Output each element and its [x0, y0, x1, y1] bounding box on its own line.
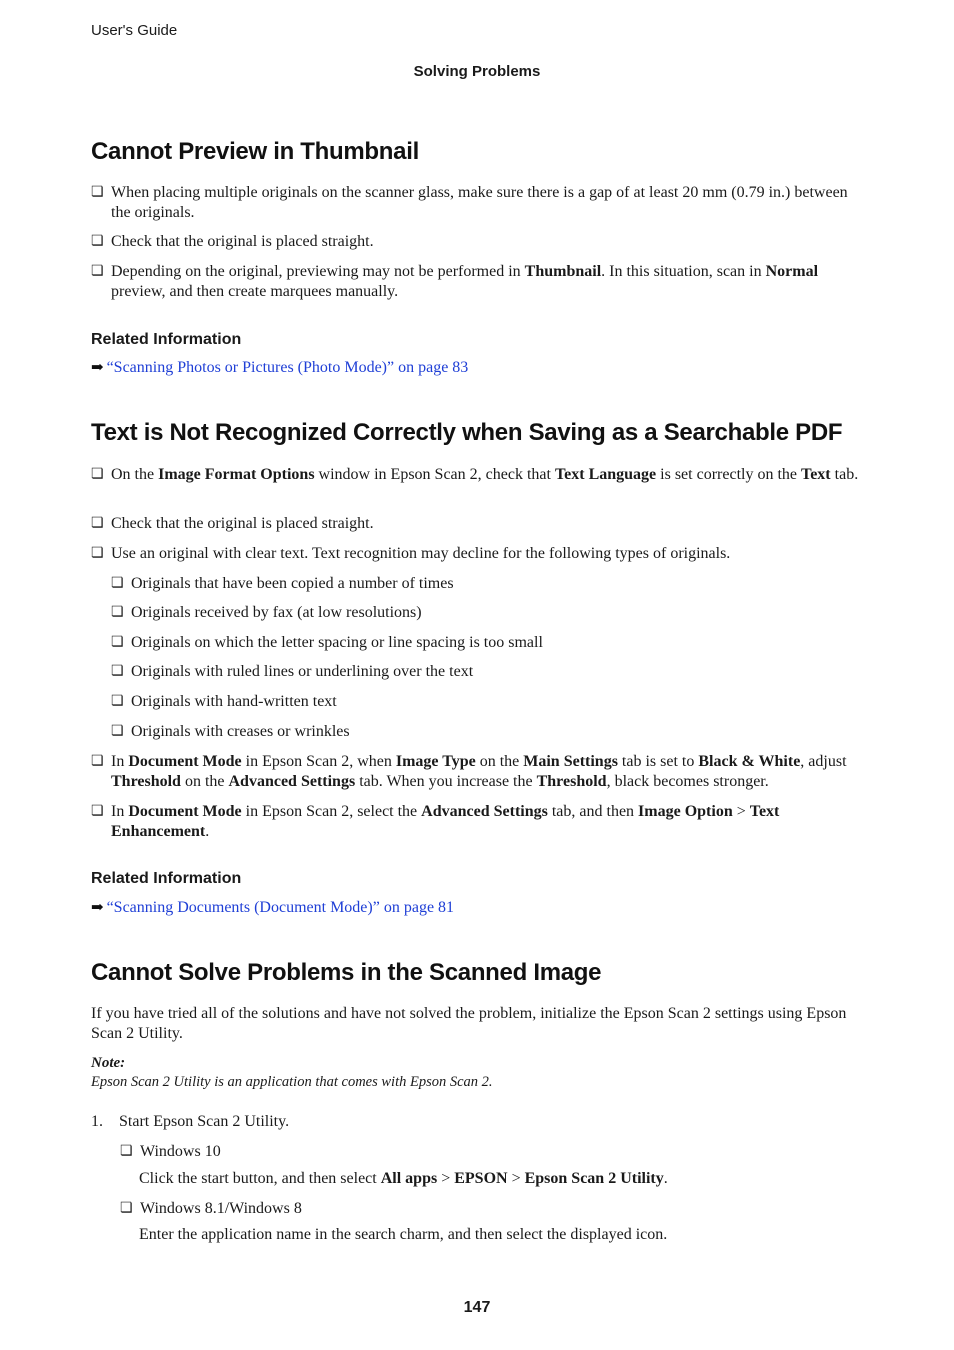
os-windows-10: Windows 10	[140, 1143, 221, 1160]
heading-text-not-recognized: Text is Not Recognized Correctly when Saving as a Searchable PDF	[91, 419, 843, 446]
related-information-heading: Related Information	[91, 331, 242, 348]
checkbox-bullet-icon: ❏	[111, 664, 124, 679]
term-normal: Normal	[765, 263, 819, 280]
arrow-right-icon: ➡	[91, 900, 104, 916]
step-text: Start Epson Scan 2 Utility.	[119, 1113, 290, 1130]
checkbox-bullet-icon: ❏	[91, 804, 104, 819]
list-item-text: Check that the original is placed straight.	[111, 233, 374, 250]
sub-list-item: ❏ Originals on which the letter spacing or line spacing is too small	[111, 634, 543, 651]
list-item-text: In Document Mode in Epson Scan 2, when Image Type on the Main Settings tab is set to Black & White, adjust Threshold on the Advanced Settings tab. When you increase the Threshold, black becomes stronger.	[111, 753, 847, 790]
list-item	[91, 465, 863, 485]
sub-list-item: ❏ Originals that have been copied a number of times	[111, 575, 454, 592]
list-item	[91, 802, 863, 842]
note-title: Note:	[91, 1055, 126, 1071]
checkbox-bullet-icon: ❏	[120, 1201, 133, 1216]
list-item	[91, 232, 863, 252]
related-link-row	[91, 358, 468, 378]
list-item-text: In Document Mode in Epson Scan 2, select the Advanced Settings tab, and then Image Option > Text Enhancement.	[111, 803, 780, 840]
checkbox-bullet-icon: ❏	[91, 467, 104, 482]
checkbox-bullet-icon: ❏	[111, 724, 124, 739]
sub-list-item: ❏ Originals with creases or wrinkles	[111, 723, 350, 740]
related-information-heading: Related Information	[91, 870, 242, 887]
list-item-text: Check that the original is placed straight.	[111, 515, 374, 532]
list-item	[91, 262, 863, 302]
checkbox-bullet-icon: ❏	[111, 694, 124, 709]
checkbox-bullet-icon: ❏	[91, 264, 104, 279]
heading-cannot-preview-thumbnail: Cannot Preview in Thumbnail	[91, 138, 419, 165]
running-header-guide: User's Guide	[91, 22, 178, 39]
arrow-right-icon: ➡	[91, 360, 104, 376]
os-windows-8: Windows 8.1/Windows 8	[140, 1200, 302, 1217]
list-item-text: On the Image Format Options window in Epson Scan 2, check that Text Language is set correctly on the Text tab.	[111, 466, 859, 483]
checkbox-bullet-icon: ❏	[120, 1144, 133, 1159]
intro-paragraph: If you have tried all of the solutions and have not solved the problem, initialize the Epson Scan 2 settings using Epson Scan 2 Utility.	[91, 1005, 847, 1042]
heading-cannot-solve-problems: Cannot Solve Problems in the Scanned Image	[91, 959, 602, 986]
sub-list-item: ❏ Originals received by fax (at low resolutions)	[111, 604, 422, 621]
list-item	[91, 514, 863, 534]
page-number: 147	[463, 1299, 491, 1316]
checkbox-bullet-icon: ❏	[111, 605, 124, 620]
checkbox-bullet-icon: ❏	[91, 754, 104, 769]
checkbox-bullet-icon: ❏	[111, 576, 124, 591]
checkbox-bullet-icon: ❏	[111, 635, 124, 650]
running-header-section: Solving Problems	[413, 63, 541, 80]
sub-list-item	[120, 1199, 860, 1219]
sub-list-item: ❏ Originals with ruled lines or underlining over the text	[111, 663, 474, 680]
step-number: 1.	[91, 1113, 103, 1130]
checkbox-bullet-icon: ❏	[91, 185, 104, 200]
list-item	[91, 752, 863, 792]
checkbox-bullet-icon: ❏	[91, 516, 104, 531]
sub-list-item: ❏ Originals with hand-written text	[111, 693, 337, 710]
checkbox-bullet-icon: ❏	[91, 234, 104, 249]
link-scanning-photos[interactable]: “Scanning Photos or Pictures (Photo Mode)” on page 83	[106, 359, 469, 376]
numbered-step	[91, 1112, 289, 1132]
checkbox-bullet-icon: ❏	[91, 546, 104, 561]
windows-8-instructions: Enter the application name in the search charm, and then select the displayed icon.	[139, 1226, 668, 1243]
windows-10-instructions: Click the start button, and then select All apps > EPSON > Epson Scan 2 Utility.	[139, 1170, 668, 1187]
list-item	[91, 544, 863, 564]
sub-list-item	[120, 1142, 860, 1162]
list-item-text: When placing multiple originals on the scanner glass, make sure there is a gap of at least 20 mm (0.79 in.) between the originals.	[111, 184, 848, 221]
related-link-row	[91, 898, 454, 918]
list-item-text: Depending on the original, previewing may not be performed in Thumbnail. In this situation, scan in Normal preview, and then create marquees manually.	[111, 263, 819, 300]
term-thumbnail: Thumbnail	[524, 263, 602, 280]
note-body: Epson Scan 2 Utility is an application that comes with Epson Scan 2.	[91, 1074, 493, 1090]
list-item-text: Use an original with clear text. Text recognition may decline for the following types of originals.	[111, 545, 731, 562]
link-scanning-documents[interactable]: “Scanning Documents (Document Mode)” on page 81	[106, 899, 455, 916]
list-item	[91, 183, 863, 223]
